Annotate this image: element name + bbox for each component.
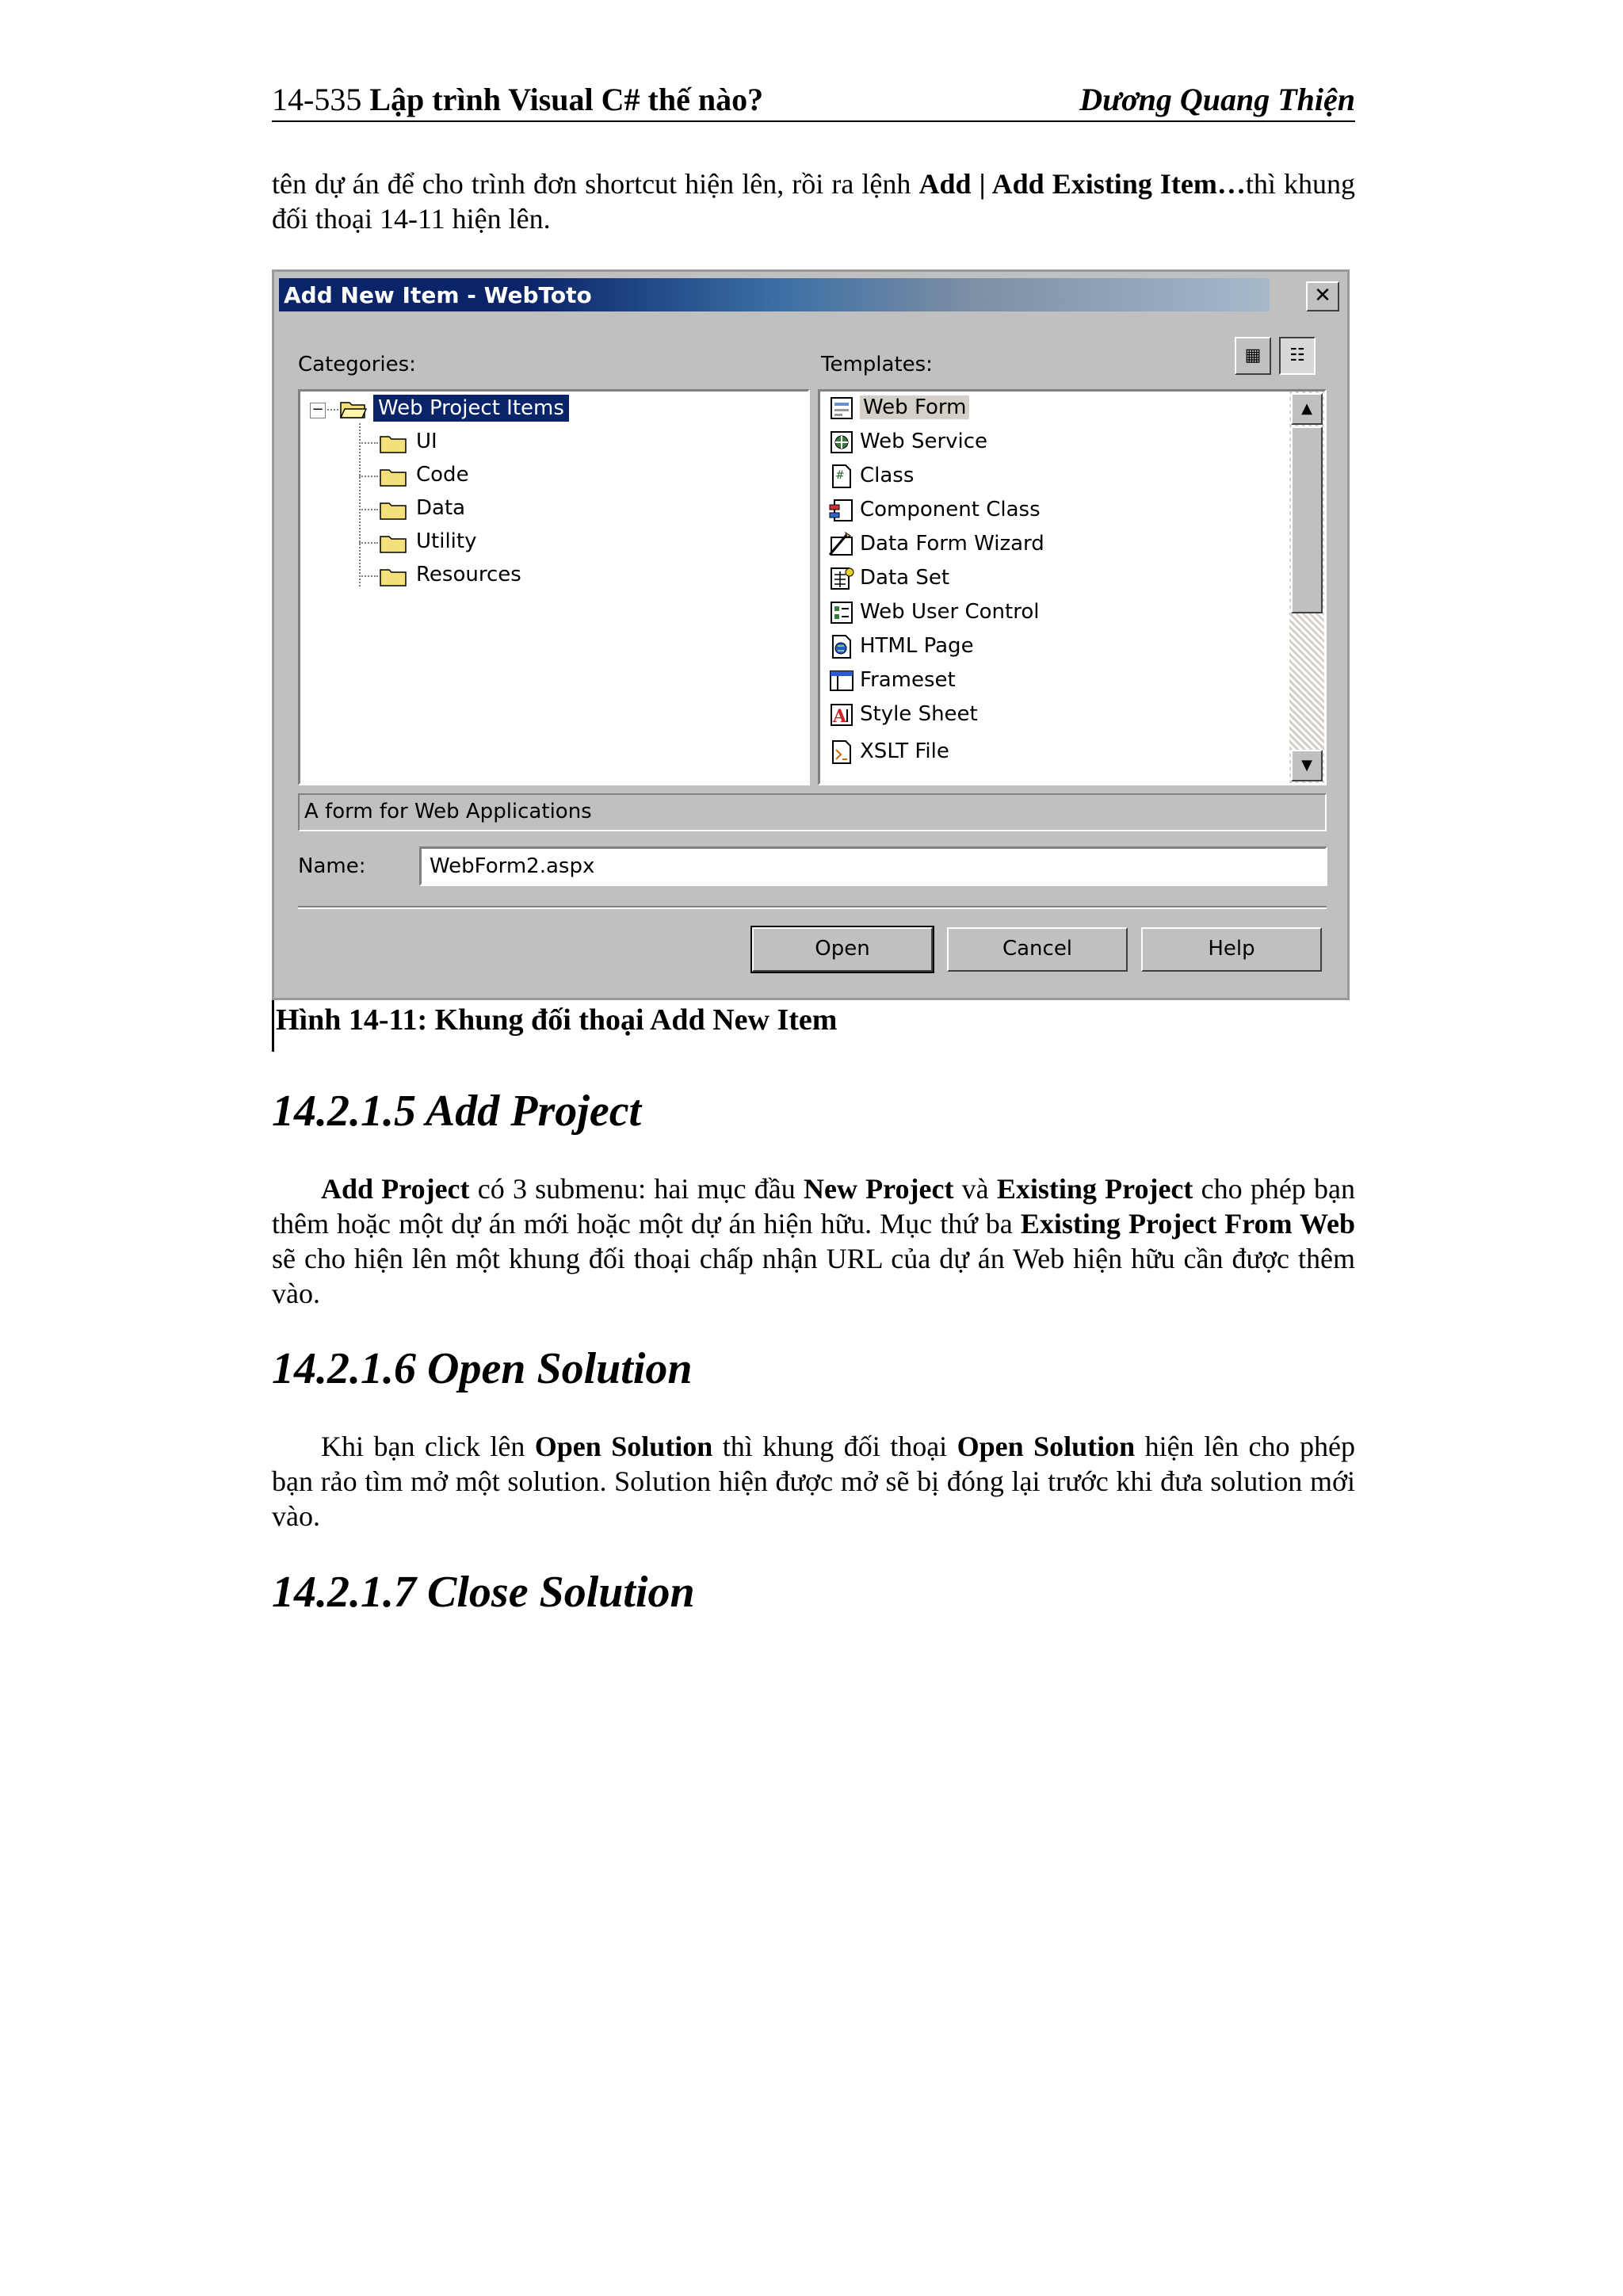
categories-tree[interactable] (298, 389, 810, 785)
template-web-service[interactable]: Web Service (828, 426, 987, 457)
templates-label: Templates: (821, 353, 933, 376)
template-web-user-control[interactable]: Web User Control (828, 596, 1039, 628)
web-form-icon (828, 395, 855, 422)
caption-marker (272, 1000, 274, 1052)
heading-close-solution: 14.2.1.7 Close Solution (272, 1568, 695, 1617)
large-icons-icon: ▦ (1244, 346, 1262, 365)
tree-line (327, 409, 338, 411)
template-description: A form for Web Applications (298, 793, 1327, 831)
category-code[interactable]: Code (416, 463, 469, 487)
large-icons-view-button[interactable] (1235, 337, 1271, 375)
tree-line (359, 442, 378, 444)
category-ui[interactable]: UI (416, 430, 437, 453)
page-header (272, 78, 1355, 122)
author-name: Dương Quang Thiện (1079, 82, 1355, 117)
template-data-form-wizard[interactable]: Data Form Wizard (828, 528, 1044, 560)
folder-icon (380, 433, 407, 453)
template-data-set[interactable]: Data Set (828, 562, 949, 594)
web-service-icon (828, 429, 855, 456)
component-class-icon (828, 497, 855, 524)
data-set-icon (828, 565, 855, 592)
scroll-up-button[interactable] (1291, 393, 1323, 425)
template-xslt-file[interactable]: XSLT File (828, 735, 949, 767)
wizard-icon (828, 531, 855, 558)
category-web-project-items[interactable]: Web Project Items (373, 395, 569, 422)
open-folder-icon (340, 399, 367, 419)
dialog-title: Add New Item - WebToto (284, 282, 592, 308)
paragraph-add-project: Add Project có 3 submenu: hai mục đầu New Project và Existing Project cho phép bạn thêm hoặc một dự án mới hoặc một dự án hiện hữu. Mục thứ ba Existing Project From Web sẽ cho hiện lên một khung đối thoại chấp nhận URL của dự án Web hiện hữu cần được thêm vào. (272, 1173, 1355, 1309)
template-frameset[interactable]: Frameset (828, 664, 956, 696)
svg-text:#: # (835, 468, 845, 482)
style-sheet-icon (828, 701, 855, 728)
html-page-icon (828, 633, 855, 660)
heading-open-solution: 14.2.1.6 Open Solution (272, 1344, 693, 1393)
cancel-button[interactable]: Cancel (947, 927, 1128, 972)
dialog-titlebar (279, 278, 1270, 311)
heading-add-project: 14.2.1.5 Add Project (272, 1087, 642, 1136)
user-control-icon (828, 599, 855, 626)
templates-list[interactable] (818, 389, 1327, 785)
open-button[interactable]: Open (752, 927, 933, 972)
folder-icon (380, 566, 407, 586)
header-left (272, 81, 763, 118)
figure-caption: Hình 14-11: Khung đối thoại Add New Item (276, 1003, 838, 1037)
scroll-down-arrow-icon: ▼ (1301, 757, 1312, 774)
intro-command: Add | Add Existing Item… (918, 168, 1246, 200)
tree-line (359, 542, 378, 544)
template-component-class[interactable]: Component Class (828, 494, 1041, 525)
close-button[interactable]: ✕ (1306, 281, 1339, 311)
folder-icon (380, 499, 407, 520)
templates-scrollbar[interactable] (1289, 392, 1324, 783)
tree-line (359, 575, 378, 577)
tree-line (359, 509, 378, 510)
intro-paragraph (272, 166, 1355, 236)
folder-icon (380, 466, 407, 487)
template-web-form[interactable]: Web Form (828, 392, 969, 423)
help-button[interactable]: Help (1141, 927, 1322, 972)
xslt-file-icon (828, 739, 855, 766)
template-style-sheet[interactable]: A Style Sheet (828, 698, 978, 730)
scroll-thumb[interactable] (1291, 426, 1323, 613)
category-utility[interactable]: Utility (416, 529, 477, 553)
intro-text-end: thì khung đối thoại 14-11 hiện lên. (272, 168, 1355, 235)
svg-text:A: A (833, 705, 847, 727)
tree-line (359, 476, 378, 477)
template-html-page[interactable]: HTML Page (828, 630, 974, 662)
add-new-item-dialog (272, 269, 1350, 1000)
intro-text: tên dự án để cho trình đơn shortcut hiện lên, rồi ra lệnh (272, 168, 919, 200)
frameset-icon (828, 667, 855, 694)
small-icons-view-button[interactable] (1279, 337, 1316, 375)
scroll-up-arrow-icon: ▲ (1301, 400, 1312, 417)
class-file-icon (828, 463, 855, 490)
tree-line (359, 423, 361, 586)
name-label: Name: (298, 854, 366, 878)
category-resources[interactable]: Resources (416, 563, 521, 586)
page-number: 14-535 (272, 82, 362, 117)
collapse-icon[interactable]: − (310, 403, 326, 418)
book-title: Lập trình Visual C# thế nào? (369, 82, 764, 117)
categories-label: Categories: (298, 353, 416, 376)
category-data[interactable]: Data (416, 496, 466, 520)
name-input[interactable]: WebForm2.aspx (419, 846, 1327, 886)
template-class[interactable]: # Class (828, 460, 914, 491)
folder-icon (380, 533, 407, 553)
small-icons-icon: ☷ (1289, 346, 1305, 365)
paragraph-open-solution: Khi bạn click lên Open Solution thì khung đối thoại Open Solution hiện lên cho phép bạn rảo tìm mở một solution. Solution hiện được mở sẽ bị đóng lại trước khi đưa solution mới vào. (272, 1431, 1355, 1532)
scroll-down-button[interactable] (1291, 750, 1323, 781)
divider (298, 906, 1327, 909)
